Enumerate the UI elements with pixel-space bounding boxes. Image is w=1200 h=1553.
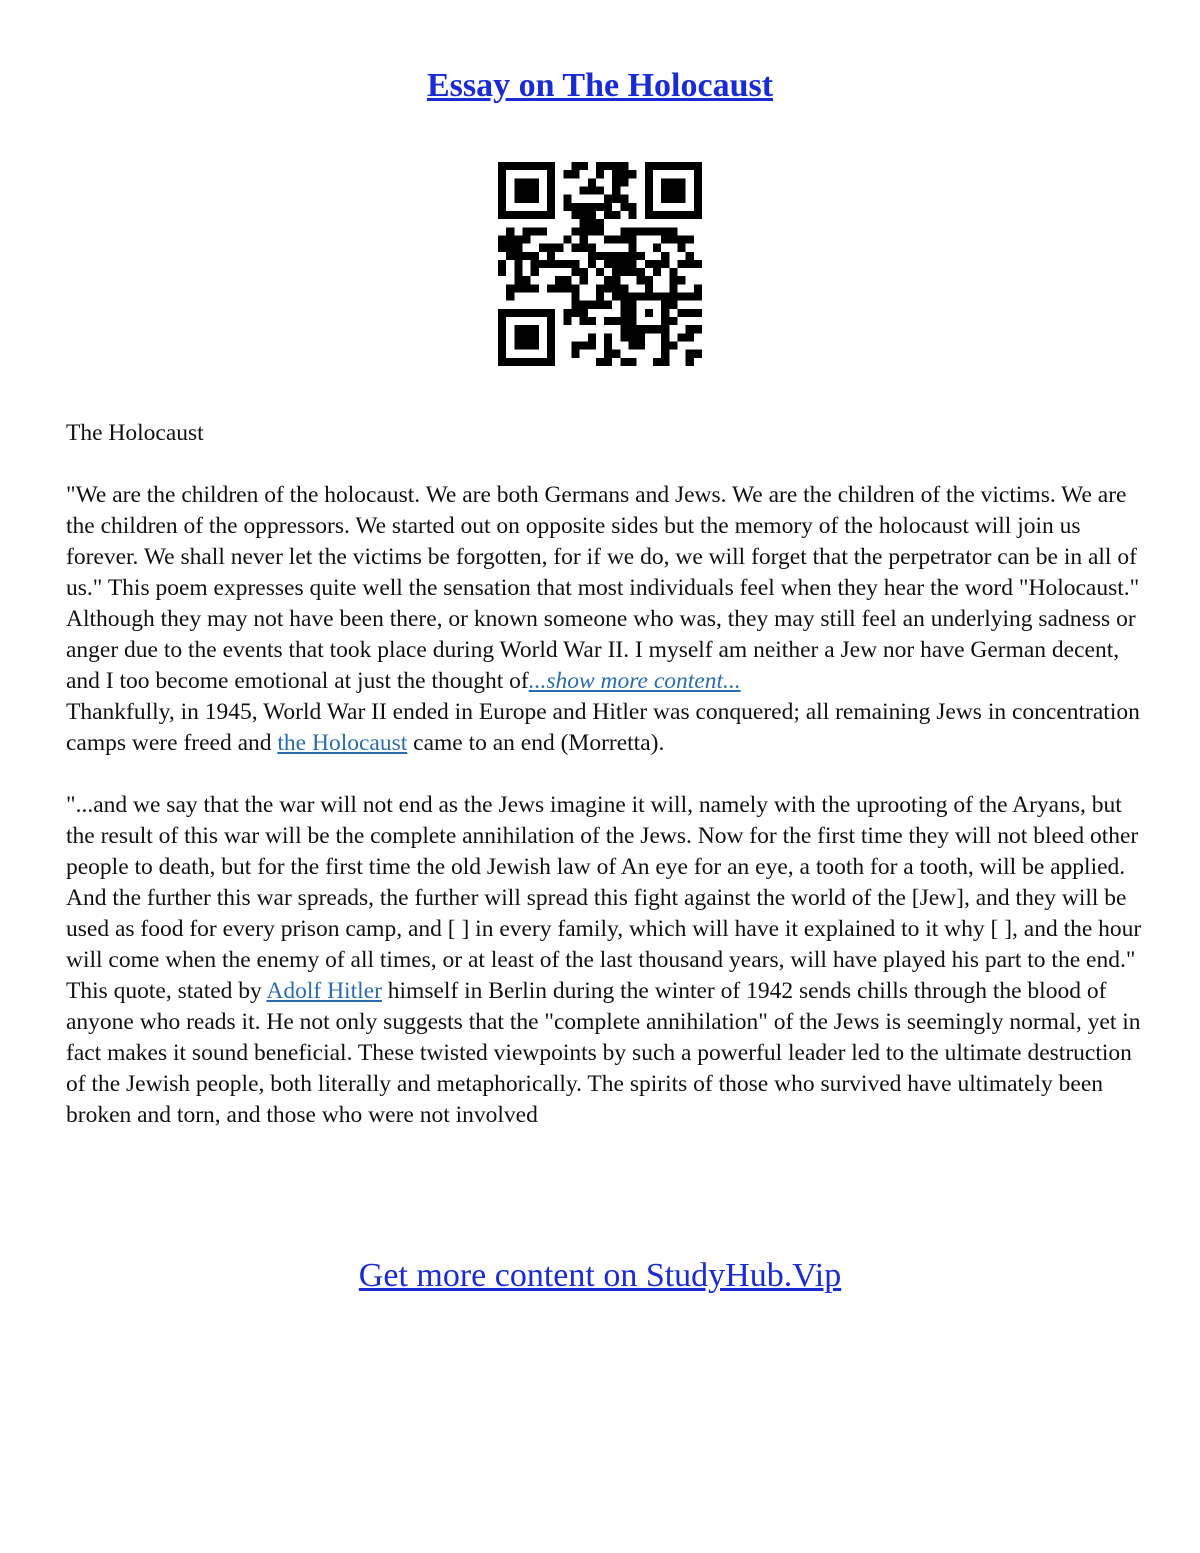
get-more-content-link[interactable]: Get more content on StudyHub.Vip — [358, 1257, 842, 1294]
paragraph-4-text-end: himself in Berlin during the winter of 1942 sends chills through the blood of anyone who reads it. He not only suggests that the "complete annihilation" of the Jews is seemingly normal, yet in fact makes it sound beneficial. These twisted viewpoints by such a powerful leader led to the ultimate destruction of the Jewish people, both literally and metaphorically. The spirits of those who survived have ultimately been broken and torn, and those who were not involved — [66, 978, 1141, 1128]
paragraph-3-quote: "...and we say that the war will not end as the Jews imagine it will, namely with the uprooting of the Aryans, but the result of this war will be the complete annihilation of the Jews. Now for the first time they will not bleed other people to death, but for the first time the old Jewish law of An eye for an eye, a tooth for a tooth, will be applied. And the further this war spreads, the further will spread this fight against the world of the [Jew], and they will be used as food for every prison camp, and [ ] in every family, which will have it explained to it why [ ], and the hour will come when the enemy of all times, or at least of the last thousand years, will have played his part to the end." — [66, 792, 1142, 973]
essay-heading: The Holocaust — [66, 420, 204, 446]
paragraph-2-text-start: Thankfully, in 1945, World War II ended in Europe and Hitler was conquered; all remaining Jews in concentration camps were freed and — [66, 699, 1140, 756]
show-more-link[interactable]: ...show more content... — [528, 668, 741, 694]
essay-body — [66, 418, 1146, 1131]
paragraph-1 — [66, 480, 1146, 697]
paragraph-2-text-end: came to an end (Morretta). — [407, 730, 665, 756]
paragraph-1-text: "We are the children of the holocaust. We are both Germans and Jews. We are the children of the victims. We are the children of the oppressors. We started out on opposite sides but the memory of the holocaust will join us forever. We shall never let the victims be forgotten, for if we do, we will forget that the perpetrator can be in all of us." This poem expresses quite well the sensation that most individuals feel when they hear the word "Holocaust." Although they may not have been there, or known someone who was, they may still feel an underlying sadness or anger due to the events that took place during World War II. I myself am neither a Jew nor have German decent, and I too become emotional at just the thought of — [66, 482, 1140, 694]
paragraph-4-text-start: This quote, stated by — [66, 978, 267, 1004]
the-holocaust-link[interactable]: the Holocaust — [277, 730, 408, 756]
adolf-hitler-link[interactable]: Adolf Hitler — [266, 978, 382, 1004]
qr-code-icon — [498, 162, 702, 366]
paragraph-2 — [66, 697, 1146, 759]
paragraph-4 — [66, 976, 1146, 1131]
essay-title-link[interactable]: Essay on The Holocaust — [426, 67, 774, 104]
